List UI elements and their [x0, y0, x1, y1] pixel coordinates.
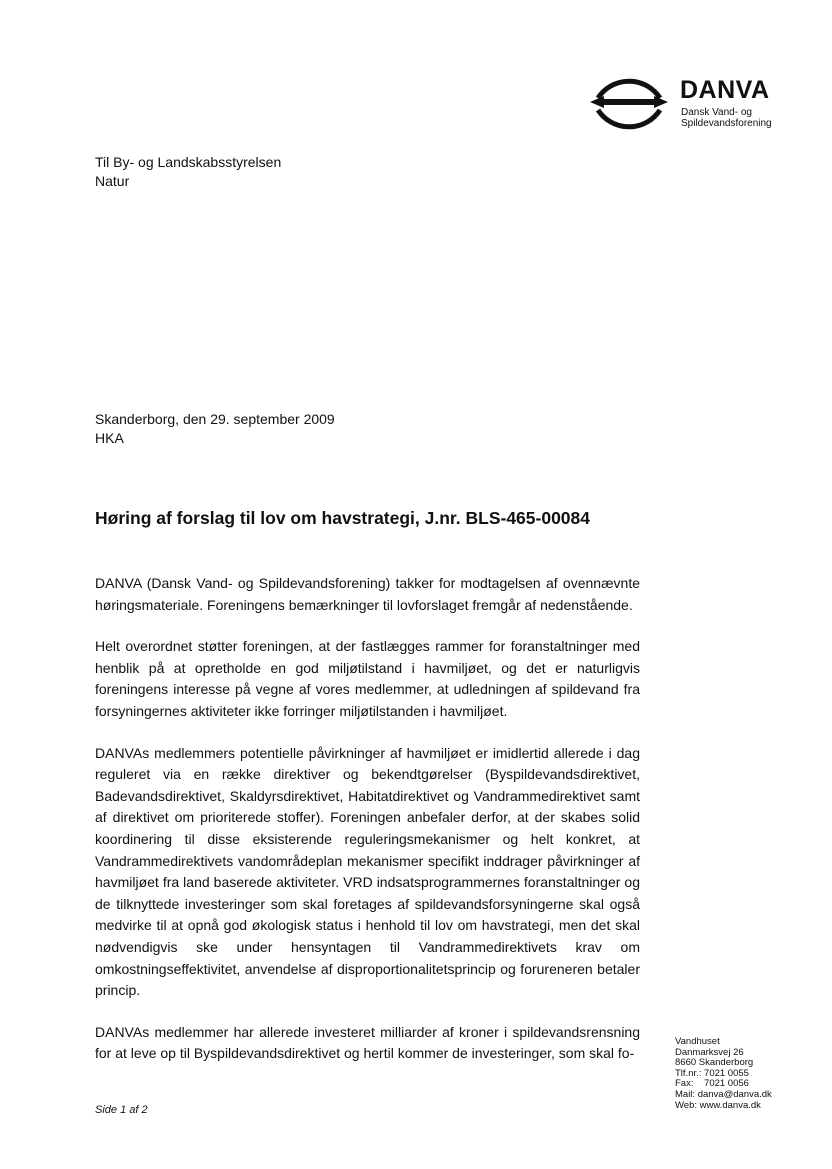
address-line: Mail: danva@danva.dk — [675, 1088, 772, 1100]
recipient-line: Natur — [95, 173, 130, 189]
address-line: Web: www.danva.dk — [675, 1099, 761, 1111]
initials: HKA — [95, 430, 124, 446]
address-line: 8660 Skanderborg — [675, 1057, 754, 1069]
subject-heading: Høring af forslag til lov om havstrategi, J.nr. BLS-465-00084 — [95, 508, 591, 528]
address-line: Vandhuset — [675, 1036, 720, 1047]
logo-name: DANVA — [680, 76, 770, 104]
place-date: Skanderborg, den 29. september 2009 — [95, 411, 335, 427]
body-paragraph: DANVA (Dansk Vand- og Spildevandsforening) takker for modtagelsen af ovennævnte høringsmateriale. Foreningens bemærkninger til lovforslaget fremgår af nedenstående. — [95, 575, 640, 613]
logo-subtitle-line: Spildevandsforening — [681, 118, 772, 129]
place-date-block — [95, 410, 335, 448]
body-paragraph: DANVAs medlemmers potentielle påvirkninger af havmiljøet er imidlertid allerede i dag reguleret via en række direktiver og bekendtgørelser (Byspildevandsdirektivet, Badevandsdirektivet, Skaldyrsdirektivet, Habitatdirektivet og Vandrammedirektivet samt af direktivet om prioriterede stoffer). Foreningen anbefaler derfor, at der skabes solid koordinering til disse eksisterende reguleringsmekanismer og helt konkret, at Vandrammedirektivets vandområdeplan mekanismer specifikt inddrager påvirkninger af havmiljøet fra land baserede aktiviteter. VRD indsatsprogrammernes foranstaltninger og de tilknyttede investeringer som skal foretages af spildevandsforsyningerne skal også medvirke til at opnå god økologisk status i henhold til lov om havstrategi, men det skal nødvendigvis ske under hensyntagen til Vandrammedirektivets krav om omkostningseffektivitet, anvendelse af disproportionalitetsprincip og forureneren betaler princip. — [95, 744, 640, 999]
address-line: Fax: 7021 0056 — [675, 1078, 749, 1090]
page-number: Side 1 af 2 — [95, 1104, 148, 1116]
logo-subtitle-line: Dansk Vand- og — [681, 107, 752, 118]
address-block — [675, 1037, 772, 1111]
body-paragraph: Helt overordnet støtter foreningen, at der fastlægges rammer for foranstaltninger med henblik på at opretholde en god miljøtilstand i havmiljøet, og det er naturligvis foreningens interesse på vegne af vores medlemmer, at udledningen af spildevand fra forsyningernes aktiviteter ikke forringer miljøtilstanden i havmiljøet. — [95, 638, 640, 719]
address-line: Tlf.nr.: 7021 0055 — [675, 1067, 749, 1079]
danva-logo — [586, 62, 786, 146]
letter-body — [95, 573, 640, 1085]
danva-emblem-icon — [586, 62, 672, 146]
logo-subtitle — [681, 107, 772, 129]
recipient-block — [95, 153, 281, 191]
body-paragraph: DANVAs medlemmer har allerede investeret milliarder af kroner i spildevandsrensning for at leve op til Byspildevandsdirektivet og hertil kommer de investeringer, som skal fo- — [95, 1023, 640, 1062]
address-line: Danmarksvej 26 — [675, 1046, 744, 1058]
recipient-line: Til By- og Landskabsstyrelsen — [95, 154, 282, 170]
